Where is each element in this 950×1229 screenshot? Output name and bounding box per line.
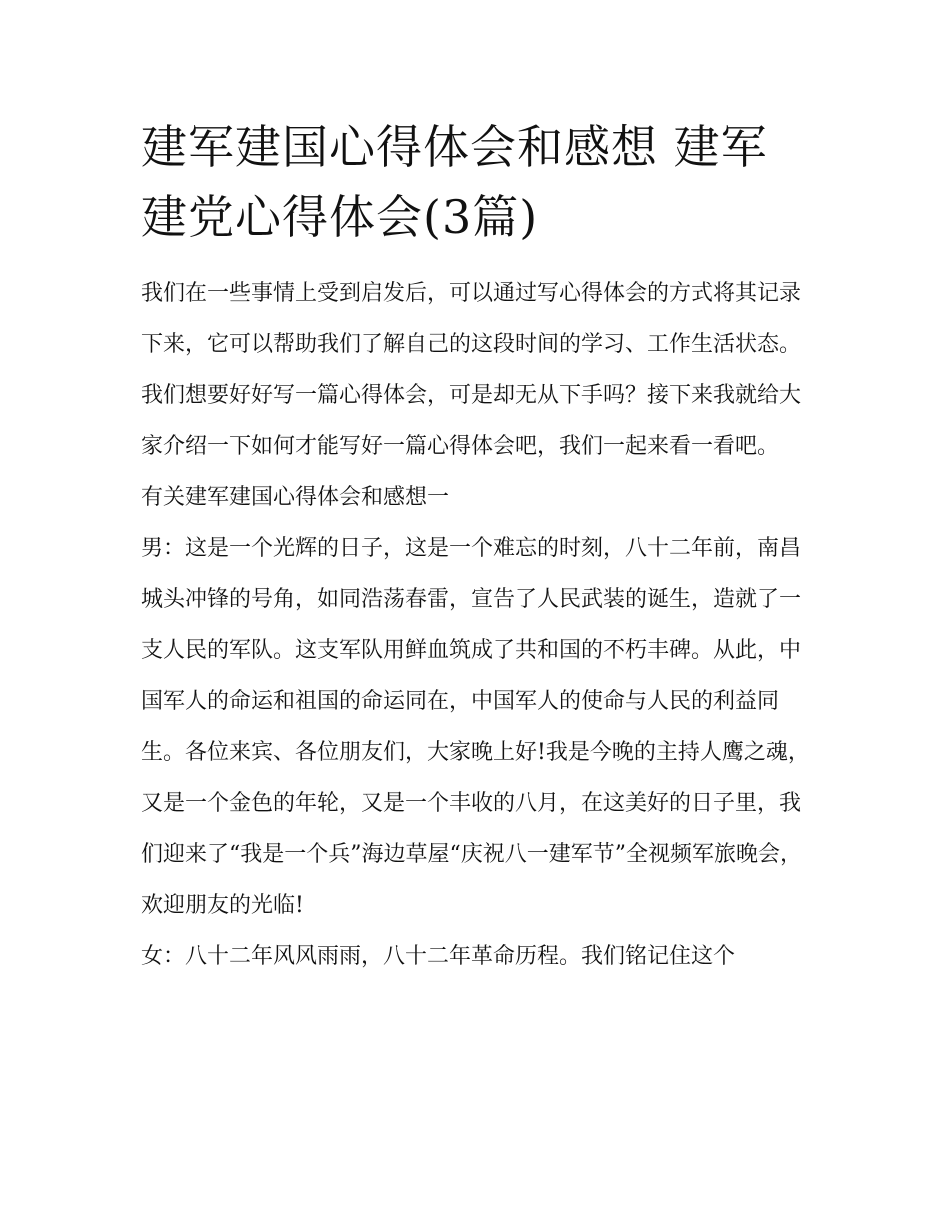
male-host-paragraph: 男：这是一个光辉的日子，这是一个难忘的时刻，八十二年前，南昌城头冲锋的号角，如同浩荡春雷，宣告了人民武装的诞生，造就了一支人民的军队。这支军队用鲜血筑成了共和国的不朽丰碑。从此，中国军人的命运和祖国的命运同在，中国军人的使命与人民的利益同生。各位来宾、各位朋友们，大家晚上好!我是今晚的主持人鹰之魂，又是一个金色的年轮，又是一个丰收的八月，在这美好的日子里，我们迎来了“我是一个兵”海边草屋“庆祝八一建军节”全视频军旅晚会，欢迎朋友的光临! <box>141 536 810 918</box>
document-title: 建军建国心得体会和感想 建军建党心得体会(3篇) <box>141 120 768 244</box>
section-heading: 有关建军建国心得体会和感想一 <box>141 485 450 510</box>
intro-paragraph: 我们在一些事情上受到启发后，可以通过写心得体会的方式将其记录下来，它可以帮助我们了解自己的这段时间的学习、工作生活状态。我们想要好好写一篇心得体会，可是却无从下手吗？接下来我就给大家介绍一下如何才能写好一篇心得体会吧，我们一起来看一看吧。 <box>141 281 802 459</box>
female-host-paragraph: 女：八十二年风风雨雨，八十二年革命历程。我们铭记住这个 <box>141 944 736 969</box>
document-body <box>141 112 813 982</box>
